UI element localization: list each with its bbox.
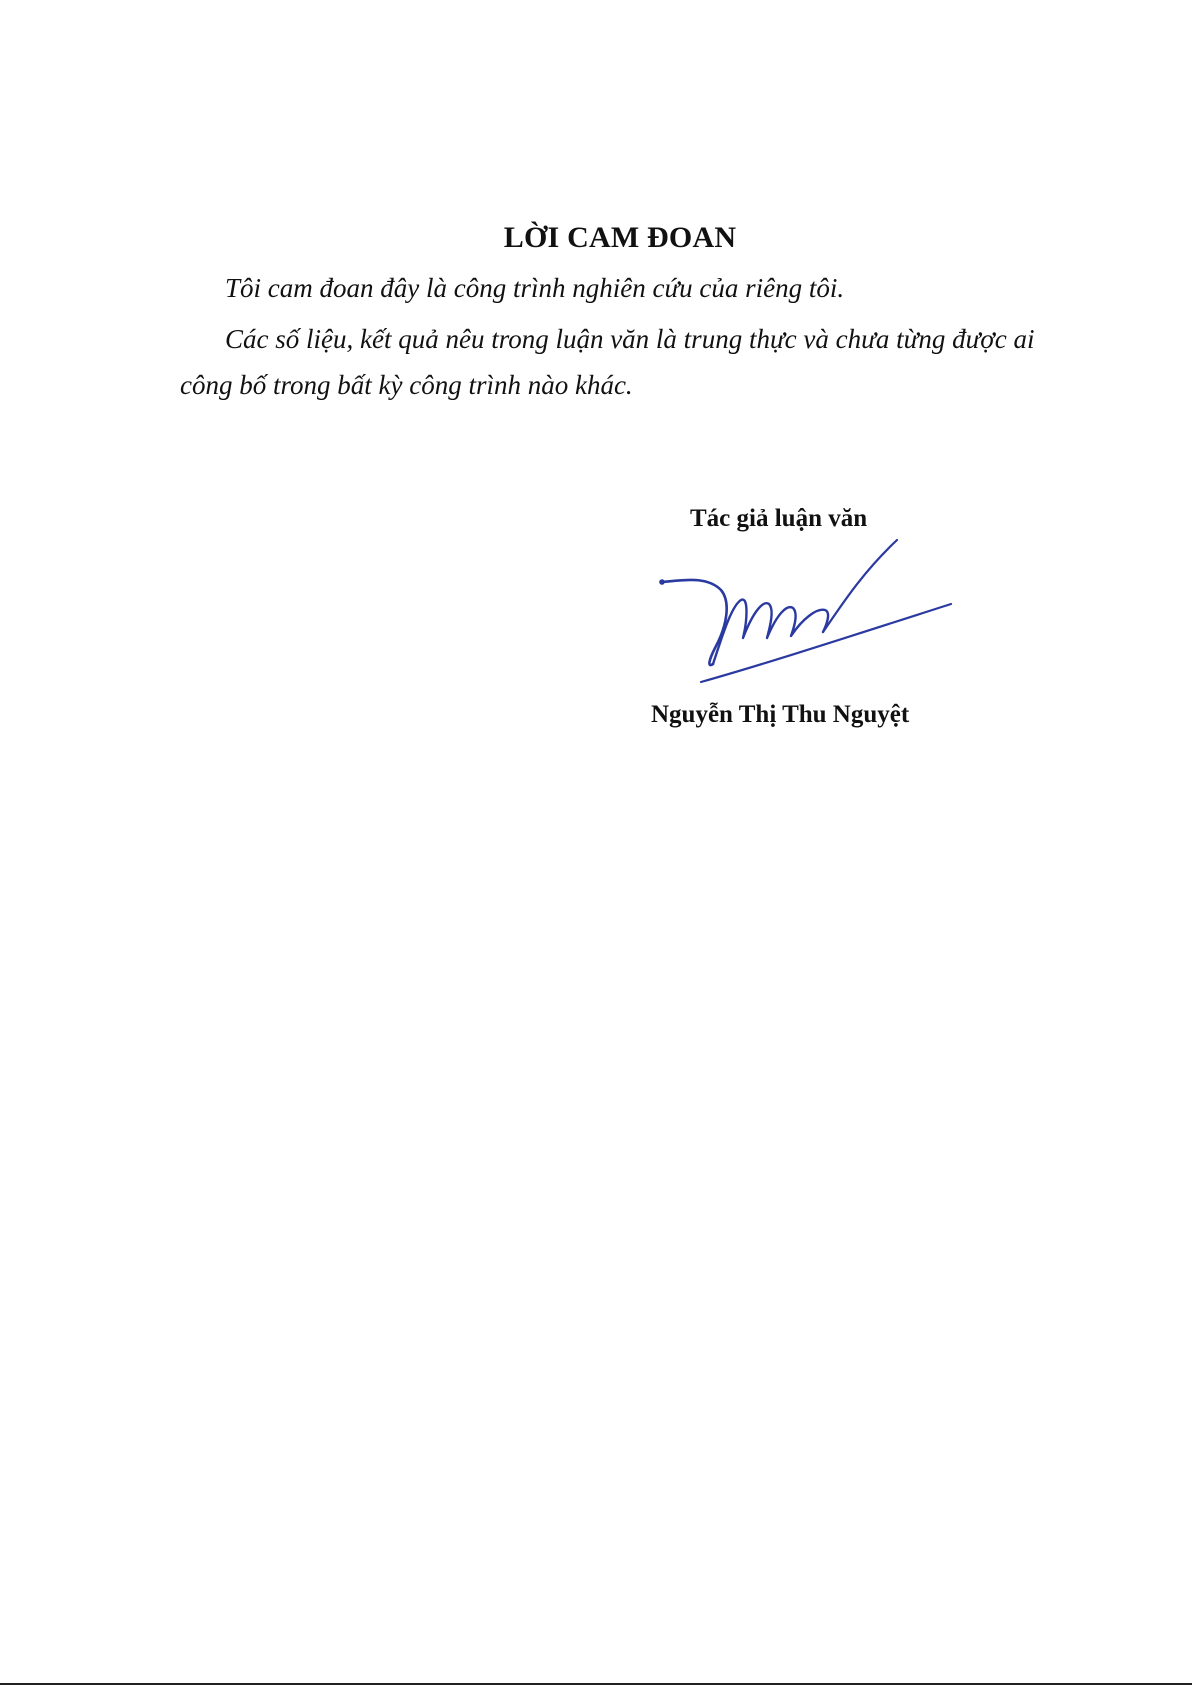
signature-stroke-underline — [701, 604, 951, 682]
signature-dot — [659, 579, 665, 585]
handwritten-signature — [645, 530, 965, 690]
signature-stroke-humps — [713, 600, 828, 664]
author-name: Nguyễn Thị Thu Nguyệt — [651, 701, 910, 728]
declaration-paragraph-1: Tôi cam đoan đây là công trình nghiên cứu của riêng tôi. — [225, 273, 845, 303]
signature-stroke-upstroke — [823, 540, 897, 632]
declaration-paragraph-2-line-2: công bố trong bất kỳ công trình nào khác. — [180, 370, 633, 400]
signature-label: Tác giả luận văn — [690, 505, 868, 532]
declaration-paragraph-2-line-1: Các số liệu, kết quả nêu trong luận văn là trung thực và chưa từng được ai — [225, 324, 1035, 354]
page-title: LỜI CAM ĐOAN — [503, 221, 737, 254]
